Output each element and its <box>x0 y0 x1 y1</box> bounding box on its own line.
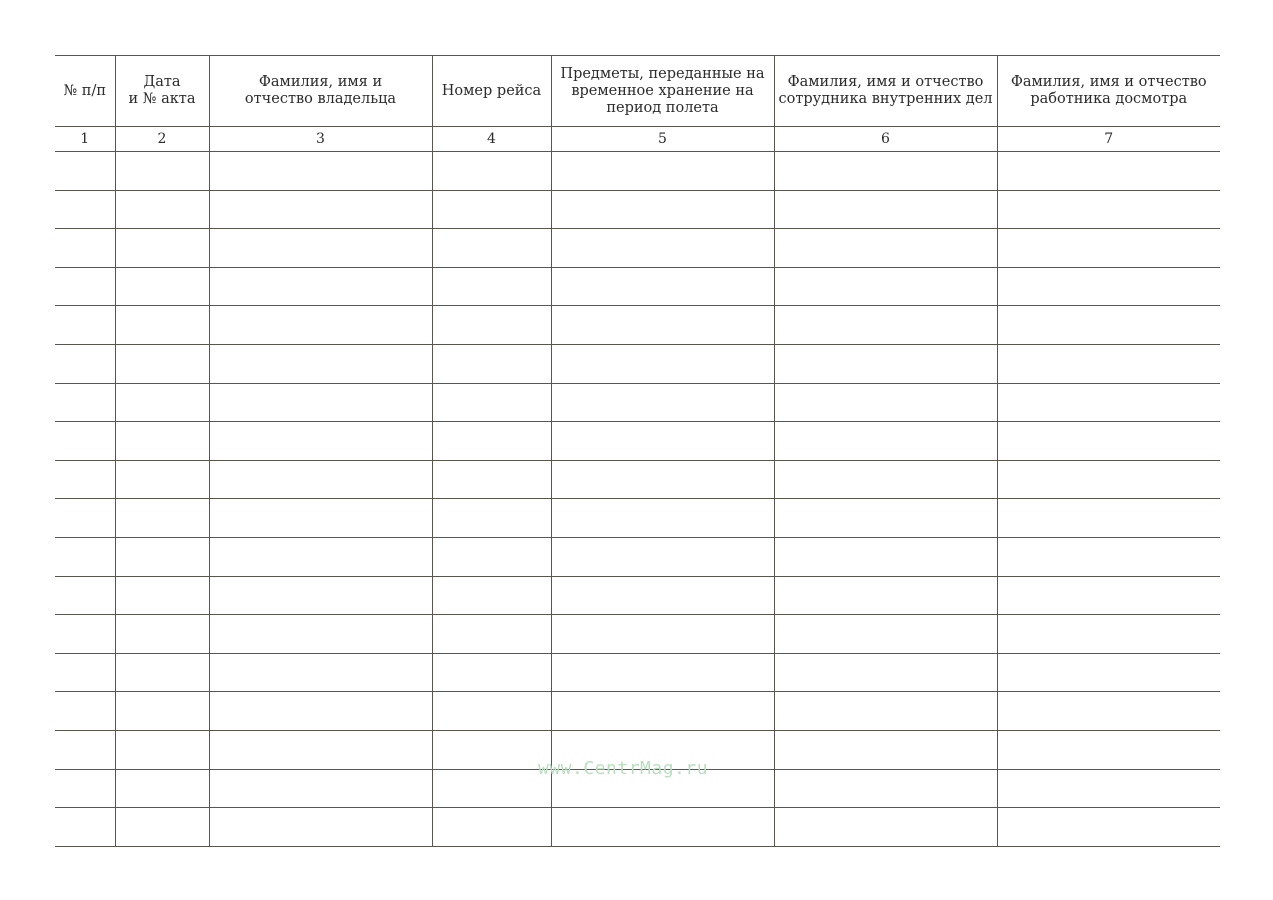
entry-cell[interactable] <box>115 460 209 499</box>
entry-cell[interactable] <box>997 422 1220 461</box>
column-number-cell: 6 <box>774 127 997 152</box>
entry-cell[interactable] <box>55 267 115 306</box>
entry-cell[interactable] <box>997 692 1220 731</box>
column-number-cell: 2 <box>115 127 209 152</box>
table-row <box>55 306 1220 345</box>
entry-cell[interactable] <box>774 383 997 422</box>
entry-cell[interactable] <box>432 653 551 692</box>
entry-cell[interactable] <box>115 730 209 769</box>
entry-cell[interactable] <box>55 769 115 808</box>
entry-cell[interactable] <box>209 190 432 229</box>
entry-cell[interactable] <box>774 344 997 383</box>
table-row <box>55 499 1220 538</box>
table-row <box>55 537 1220 576</box>
entry-cell[interactable] <box>774 229 997 268</box>
entry-cell[interactable] <box>115 383 209 422</box>
table-row <box>55 576 1220 615</box>
entry-cell[interactable] <box>551 537 774 576</box>
entry-cell[interactable] <box>115 190 209 229</box>
entry-cell[interactable] <box>432 499 551 538</box>
column-number-cell: 1 <box>55 127 115 152</box>
entry-cell[interactable] <box>774 769 997 808</box>
entry-cell[interactable] <box>432 769 551 808</box>
entry-cell[interactable] <box>432 229 551 268</box>
entry-cell[interactable] <box>209 422 432 461</box>
entry-cell[interactable] <box>774 615 997 654</box>
entry-cell[interactable] <box>997 383 1220 422</box>
entry-cell[interactable] <box>551 229 774 268</box>
entry-cell[interactable] <box>997 653 1220 692</box>
entry-cell[interactable] <box>551 692 774 731</box>
entry-cell[interactable] <box>209 344 432 383</box>
entry-cell[interactable] <box>115 537 209 576</box>
entry-cell[interactable] <box>774 460 997 499</box>
entry-cell[interactable] <box>997 229 1220 268</box>
entry-cell[interactable] <box>774 190 997 229</box>
table-row <box>55 229 1220 268</box>
column-number-cell: 4 <box>432 127 551 152</box>
entry-cell[interactable] <box>55 692 115 731</box>
entry-cell[interactable] <box>209 383 432 422</box>
entry-cell[interactable] <box>55 460 115 499</box>
entry-cell[interactable] <box>774 653 997 692</box>
entry-cell[interactable] <box>209 460 432 499</box>
entry-cell[interactable] <box>774 576 997 615</box>
entry-cell[interactable] <box>551 383 774 422</box>
entry-cell[interactable] <box>774 306 997 345</box>
header-row <box>55 56 1220 127</box>
entry-cell[interactable] <box>997 499 1220 538</box>
entry-cell[interactable] <box>997 730 1220 769</box>
entry-cell[interactable] <box>997 537 1220 576</box>
entry-cell[interactable] <box>209 229 432 268</box>
entry-cell[interactable] <box>209 267 432 306</box>
entry-cell[interactable] <box>55 344 115 383</box>
watermark-text: www.CentrMag.ru <box>538 758 709 779</box>
entry-cell[interactable] <box>55 152 115 191</box>
entry-cell[interactable] <box>55 537 115 576</box>
column-number-cell: 5 <box>551 127 774 152</box>
table-row <box>55 808 1220 847</box>
entry-cell[interactable] <box>432 422 551 461</box>
entry-cell[interactable] <box>551 499 774 538</box>
entry-cell[interactable] <box>551 344 774 383</box>
table-row <box>55 344 1220 383</box>
entry-cell[interactable] <box>209 615 432 654</box>
entry-cell[interactable] <box>209 499 432 538</box>
entry-cell[interactable] <box>115 499 209 538</box>
entry-cell[interactable] <box>551 615 774 654</box>
entry-cell[interactable] <box>997 808 1220 847</box>
entry-cell[interactable] <box>432 344 551 383</box>
entry-cell[interactable] <box>774 808 997 847</box>
entry-cell[interactable] <box>209 730 432 769</box>
entry-cell[interactable] <box>997 152 1220 191</box>
entry-cell[interactable] <box>432 152 551 191</box>
entry-cell[interactable] <box>55 306 115 345</box>
entry-cell[interactable] <box>55 730 115 769</box>
entry-cell[interactable] <box>432 537 551 576</box>
entry-cell[interactable] <box>774 499 997 538</box>
register-table <box>55 55 1220 847</box>
entry-cell[interactable] <box>209 576 432 615</box>
entry-cell[interactable] <box>774 730 997 769</box>
entry-cell[interactable] <box>432 808 551 847</box>
entry-cell[interactable] <box>432 267 551 306</box>
entry-cell[interactable] <box>115 229 209 268</box>
header-inspector-name: Фамилия, имя и отчество работника досмотра <box>997 56 1220 127</box>
table-row <box>55 267 1220 306</box>
entry-cell[interactable] <box>997 615 1220 654</box>
table-row <box>55 692 1220 731</box>
entry-cell[interactable] <box>55 615 115 654</box>
header-date-act-number: Дата и № акта <box>115 56 209 127</box>
entry-cell[interactable] <box>115 267 209 306</box>
entry-cell[interactable] <box>209 152 432 191</box>
entry-cell[interactable] <box>55 383 115 422</box>
entry-cell[interactable] <box>55 229 115 268</box>
entry-cell[interactable] <box>432 190 551 229</box>
entry-cell[interactable] <box>209 808 432 847</box>
entry-cell[interactable] <box>115 344 209 383</box>
entry-cell[interactable] <box>997 344 1220 383</box>
entry-cell[interactable] <box>55 808 115 847</box>
entry-cell[interactable] <box>774 267 997 306</box>
entry-cell[interactable] <box>115 576 209 615</box>
entry-cell[interactable] <box>997 769 1220 808</box>
table-row <box>55 152 1220 191</box>
header-stored-items: Предметы, переданные на временное хранение на период полета <box>551 56 774 127</box>
entry-cell[interactable] <box>997 190 1220 229</box>
entry-cell[interactable] <box>115 422 209 461</box>
entry-cell[interactable] <box>432 460 551 499</box>
entry-cell[interactable] <box>997 460 1220 499</box>
entry-cell[interactable] <box>55 422 115 461</box>
entry-cell[interactable] <box>997 267 1220 306</box>
entry-cell[interactable] <box>115 808 209 847</box>
entry-cell[interactable] <box>997 306 1220 345</box>
entry-cell[interactable] <box>551 808 774 847</box>
table-row <box>55 422 1220 461</box>
column-number-cell: 7 <box>997 127 1220 152</box>
header-police-officer-name: Фамилия, имя и отчество сотрудника внутренних дел <box>774 56 997 127</box>
entry-cell[interactable] <box>551 152 774 191</box>
entry-cell[interactable] <box>55 653 115 692</box>
table-row <box>55 653 1220 692</box>
column-number-row <box>55 127 1220 152</box>
header-flight-number: Номер рейса <box>432 56 551 127</box>
entry-cell[interactable] <box>55 576 115 615</box>
table-row <box>55 460 1220 499</box>
entry-cell[interactable] <box>551 190 774 229</box>
header-row-number: № п/п <box>55 56 115 127</box>
column-number-cell: 3 <box>209 127 432 152</box>
entry-cell[interactable] <box>551 576 774 615</box>
table-row <box>55 615 1220 654</box>
entry-cell[interactable] <box>432 383 551 422</box>
entry-cell[interactable] <box>774 152 997 191</box>
entry-cell[interactable] <box>115 615 209 654</box>
entry-cell[interactable] <box>209 653 432 692</box>
entry-cell[interactable] <box>55 499 115 538</box>
entry-cell[interactable] <box>997 576 1220 615</box>
entry-cell[interactable] <box>774 422 997 461</box>
entry-cell[interactable] <box>774 537 997 576</box>
header-owner-name: Фамилия, имя и отчество владельца <box>209 56 432 127</box>
entry-cell[interactable] <box>551 653 774 692</box>
entry-cell[interactable] <box>115 692 209 731</box>
table-row <box>55 383 1220 422</box>
entry-cell[interactable] <box>551 306 774 345</box>
entry-cell[interactable] <box>432 692 551 731</box>
table-row <box>55 190 1220 229</box>
entry-cell[interactable] <box>209 537 432 576</box>
entry-cell[interactable] <box>209 692 432 731</box>
entry-cell[interactable] <box>551 422 774 461</box>
entry-cell[interactable] <box>209 769 432 808</box>
entry-cell[interactable] <box>432 576 551 615</box>
entry-cell[interactable] <box>551 267 774 306</box>
entry-cell[interactable] <box>774 692 997 731</box>
entry-cell[interactable] <box>115 769 209 808</box>
entry-cell[interactable] <box>115 653 209 692</box>
entry-cell[interactable] <box>115 152 209 191</box>
entry-cell[interactable] <box>115 306 209 345</box>
entry-cell[interactable] <box>551 460 774 499</box>
entry-cell[interactable] <box>432 615 551 654</box>
entry-cell[interactable] <box>432 730 551 769</box>
entry-cell[interactable] <box>209 306 432 345</box>
entry-cell[interactable] <box>432 306 551 345</box>
entry-cell[interactable] <box>55 190 115 229</box>
